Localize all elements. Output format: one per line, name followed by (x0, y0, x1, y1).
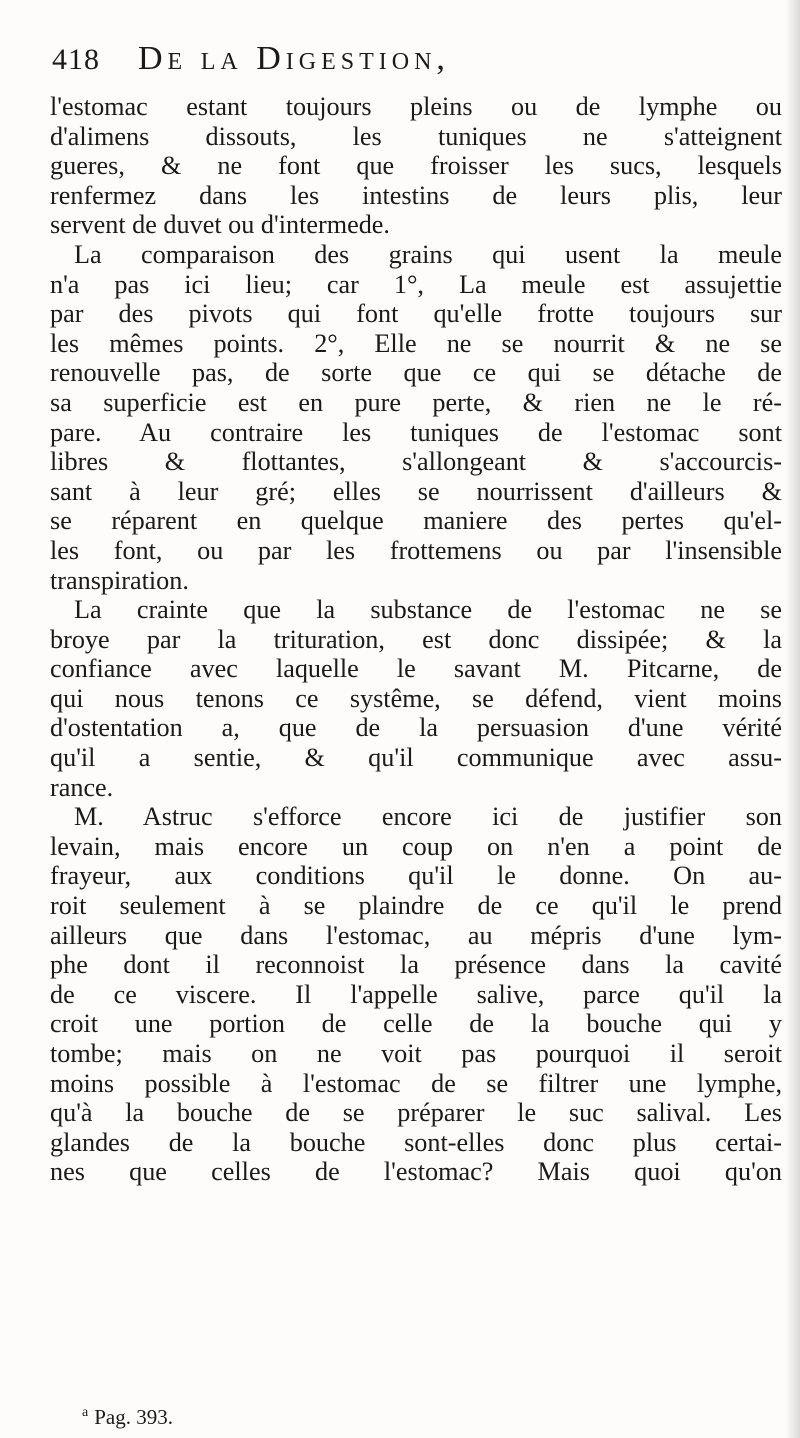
text-line: de ce viscere. Il l'appelle salive, parce qu'il la (50, 979, 782, 1009)
footnote-mark: a (82, 1405, 89, 1420)
text-line: les mêmes points. 2°, Elle ne se nourrit & ne se (50, 328, 782, 358)
footnote (82, 1400, 173, 1430)
text-line: d'alimens dissouts, les tuniques ne s'atteignent (50, 121, 782, 151)
text-line: qu'il a sentie, & qu'il communique avec assu- (50, 743, 782, 773)
text-line: qui nous tenons ce systême, se défend, vient moins (50, 683, 782, 713)
body-text (50, 92, 782, 1187)
text-line: roit seulement à se plaindre de ce qu'il le prend (50, 891, 782, 921)
text-line: libres & flottantes, s'allongeant & s'accourcis- (50, 447, 782, 477)
paragraph-start-line: La crainte que la substance de l'estomac ne se (74, 595, 782, 625)
text-line: gueres, & ne font que froisser les sucs, lesquels (50, 151, 782, 181)
text-line: les font, ou par les frottemens ou par l'insensible (50, 535, 782, 565)
text-line: l'estomac estant toujours pleins ou de lymphe ou (50, 92, 782, 121)
text-line: pare. Au contraire les tuniques de l'estomac sont (50, 417, 782, 447)
running-head (52, 40, 752, 86)
text-line: broye par la trituration, est donc dissipée; & la (50, 624, 782, 654)
text-line: phe dont il reconnoist la présence dans la cavité (50, 950, 782, 980)
paragraph-start-line: M. Astruc s'efforce encore ici de justifier son (74, 802, 782, 832)
text-line: nes que celles de l'estomac? Mais quoi qu'on (50, 1157, 782, 1187)
chapter-title: De la Digestion, (138, 40, 450, 77)
text-line: croit une portion de celle de la bouche qui y (50, 1009, 782, 1039)
footnote-text: Pag. 393. (94, 1405, 173, 1429)
page-edge-shadow (786, 0, 800, 1438)
text-line: transpiration. (50, 565, 189, 595)
text-line: levain, mais encore un coup on n'en a point de (50, 831, 782, 861)
text-line: servent de duvet ou d'intermede. (50, 210, 390, 240)
text-line: se réparent en quelque maniere des pertes qu'el- (50, 506, 782, 536)
text-line: sa superficie est en pure perte, & rien ne le ré- (50, 387, 782, 417)
text-line: ailleurs que dans l'estomac, au mépris d'une lym- (50, 920, 782, 950)
text-line: tombe; mais on ne voit pas pourquoi il seroit (50, 1039, 782, 1068)
page-number: 418 (52, 43, 100, 76)
text-line: frayeur, aux conditions qu'il le donne. On au- (50, 861, 782, 891)
text-line: confiance avec laquelle le savant M. Pitcarne, de (50, 654, 782, 684)
text-line: n'a pas ici lieu; car 1°, La meule est assujettie (50, 269, 782, 299)
text-line: d'ostentation a, que de la persuasion d'une vérité (50, 713, 782, 743)
paragraph-start-line: La comparaison des grains qui usent la meule (74, 239, 782, 269)
text-line: moins possible à l'estomac de se filtrer une lymphe, (50, 1068, 782, 1098)
text-line: renouvelle pas, de sorte que ce qui se détache de (50, 358, 782, 388)
text-line: qu'à la bouche de se préparer le suc salival. Les (50, 1098, 782, 1128)
text-line: sant à leur gré; elles se nourrissent d'ailleurs & (50, 476, 782, 506)
text-line: rance. (50, 772, 114, 802)
text-line: glandes de la bouche sont-elles donc plus certai- (50, 1127, 782, 1157)
text-line: renfermez dans les intestins de leurs plis, leur (50, 180, 782, 210)
text-line: par des pivots qui font qu'elle frotte toujours sur (50, 299, 782, 329)
